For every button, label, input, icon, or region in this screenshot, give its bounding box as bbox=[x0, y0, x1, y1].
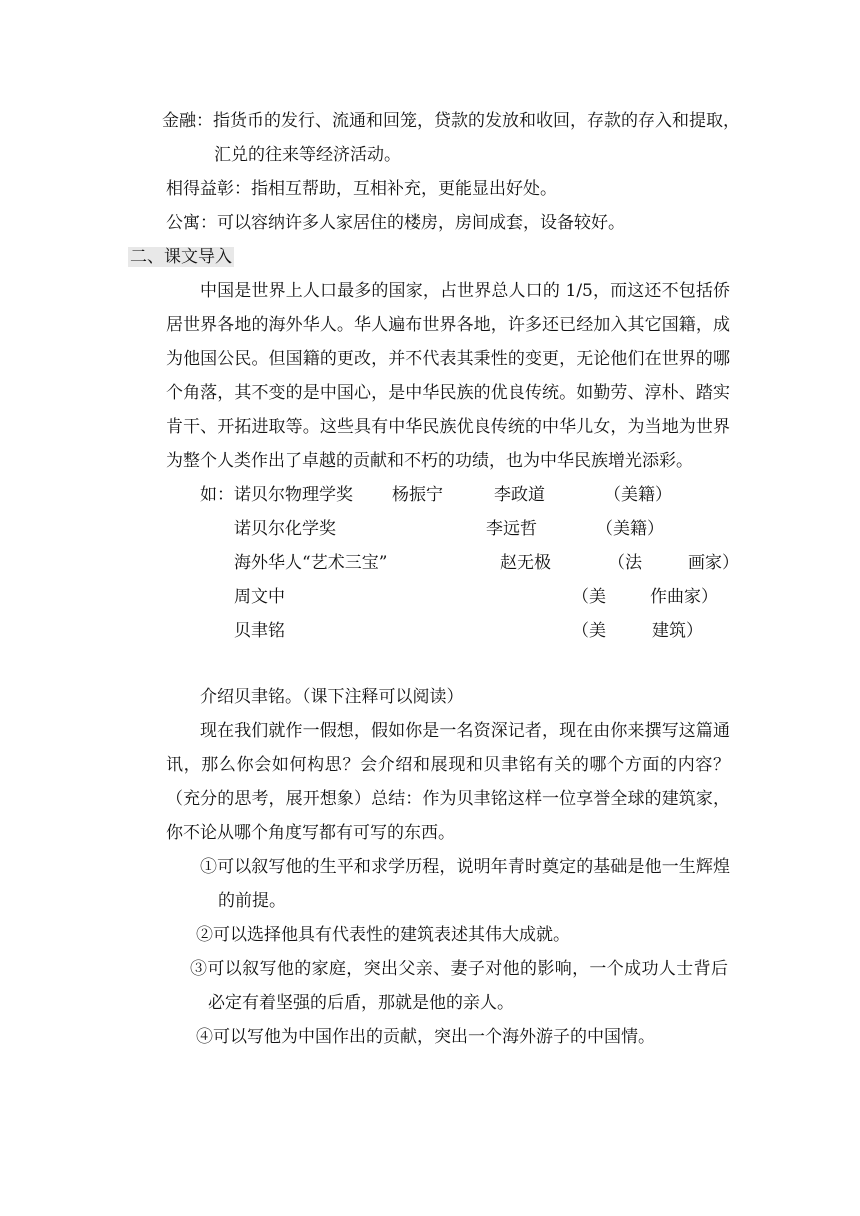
point-3-line2: 必定有着坚强的后盾，那就是他的亲人。 bbox=[208, 993, 514, 1013]
example-award: 诺贝尔化学奖 bbox=[234, 519, 336, 539]
point-1-line2: 的前提。 bbox=[218, 891, 286, 911]
thinking-line-1: 现在我们就作一假想，假如你是一名资深记者，现在由你来撰写这篇通 bbox=[200, 721, 730, 741]
example-award: 如：诺贝尔物理学奖 bbox=[200, 485, 353, 505]
example-person: 李远哲 bbox=[486, 519, 537, 539]
example-person: 贝聿铭 bbox=[234, 621, 285, 641]
example-profession: 建筑） bbox=[652, 621, 703, 641]
example-profession: 作曲家） bbox=[650, 587, 718, 607]
intro-line-3: 为他国公民。但国籍的更改，并不代表其秉性的变更，无论他们在世界的哪 bbox=[166, 349, 730, 369]
example-person: 赵无极 bbox=[500, 553, 551, 573]
point-4: ④可以写他为中国作出的贡献，突出一个海外游子的中国情。 bbox=[196, 1027, 655, 1047]
intro-line-1: 中国是世界上人口最多的国家，占世界总人口的 1/5，而这还不包括侨 bbox=[200, 281, 730, 301]
point-2: ②可以选择他具有代表性的建筑表述其伟大成就。 bbox=[196, 925, 570, 945]
example-nationality: （法 bbox=[608, 553, 642, 573]
example-nationality: （美 bbox=[572, 587, 606, 607]
example-person: 周文中 bbox=[234, 587, 285, 607]
intro-line-4: 个角落，其不变的是中国心，是中华民族的优良传统。如勤劳、淳朴、踏实 bbox=[166, 383, 730, 403]
example-person: 杨振宁 bbox=[392, 485, 443, 505]
thinking-line-4: 你不论从哪个角度写都有可写的东西。 bbox=[166, 823, 455, 843]
intro-line-5: 肯干、开拓进取等。这些具有中华民族优良传统的中华儿女，为当地为世界 bbox=[166, 417, 730, 437]
example-nationality: （美籍） bbox=[596, 519, 664, 539]
intro-line-6: 为整个人类作出了卓越的贡献和不朽的功绩，也为中华民族增光添彩。 bbox=[166, 451, 693, 471]
example-nationality: （美籍） bbox=[604, 485, 672, 505]
section-heading-text: 二、课文导入 bbox=[130, 247, 232, 267]
example-award: 海外华人“艺术三宝” bbox=[234, 553, 388, 573]
thinking-line-3: （充分的思考，展开想象）总结：作为贝聿铭这样一位享誉全球的建筑家， bbox=[166, 789, 730, 809]
example-nationality: （美 bbox=[572, 621, 606, 641]
point-1-line1: ①可以叙写他的生平和求学历程，说明年青时奠定的基础是他一生辉煌 bbox=[200, 857, 730, 877]
intro-pei: 介绍贝聿铭。（课下注释可以阅读） bbox=[200, 687, 464, 707]
thinking-line-2: 讯，那么你会如何构思？会介绍和展现和贝聿铭有关的哪个方面的内容？ bbox=[166, 755, 730, 775]
intro-line-2: 居世界各地的海外华人。华人遍布世界各地，许多还已经加入其它国籍，成 bbox=[166, 315, 730, 335]
point-3-line1: ③可以叙写他的家庭，突出父亲、妻子对他的影响，一个成功人士背后 bbox=[190, 959, 728, 979]
section-heading bbox=[128, 245, 234, 269]
vocab-jinrong-line1: 金融：指货币的发行、流通和回笼，贷款的发放和收回，存款的存入和提取， bbox=[162, 111, 740, 131]
vocab-xiangdeyizhang: 相得益彰：指相互帮助，互相补充，更能显出好处。 bbox=[166, 179, 557, 199]
vocab-jinrong-line2: 汇兑的往来等经济活动。 bbox=[214, 145, 401, 165]
example-person: 李政道 bbox=[494, 485, 545, 505]
vocab-gongyu: 公寓：可以容纳许多人家居住的楼房，房间成套，设备较好。 bbox=[166, 213, 625, 233]
example-profession: 画家） bbox=[688, 553, 739, 573]
